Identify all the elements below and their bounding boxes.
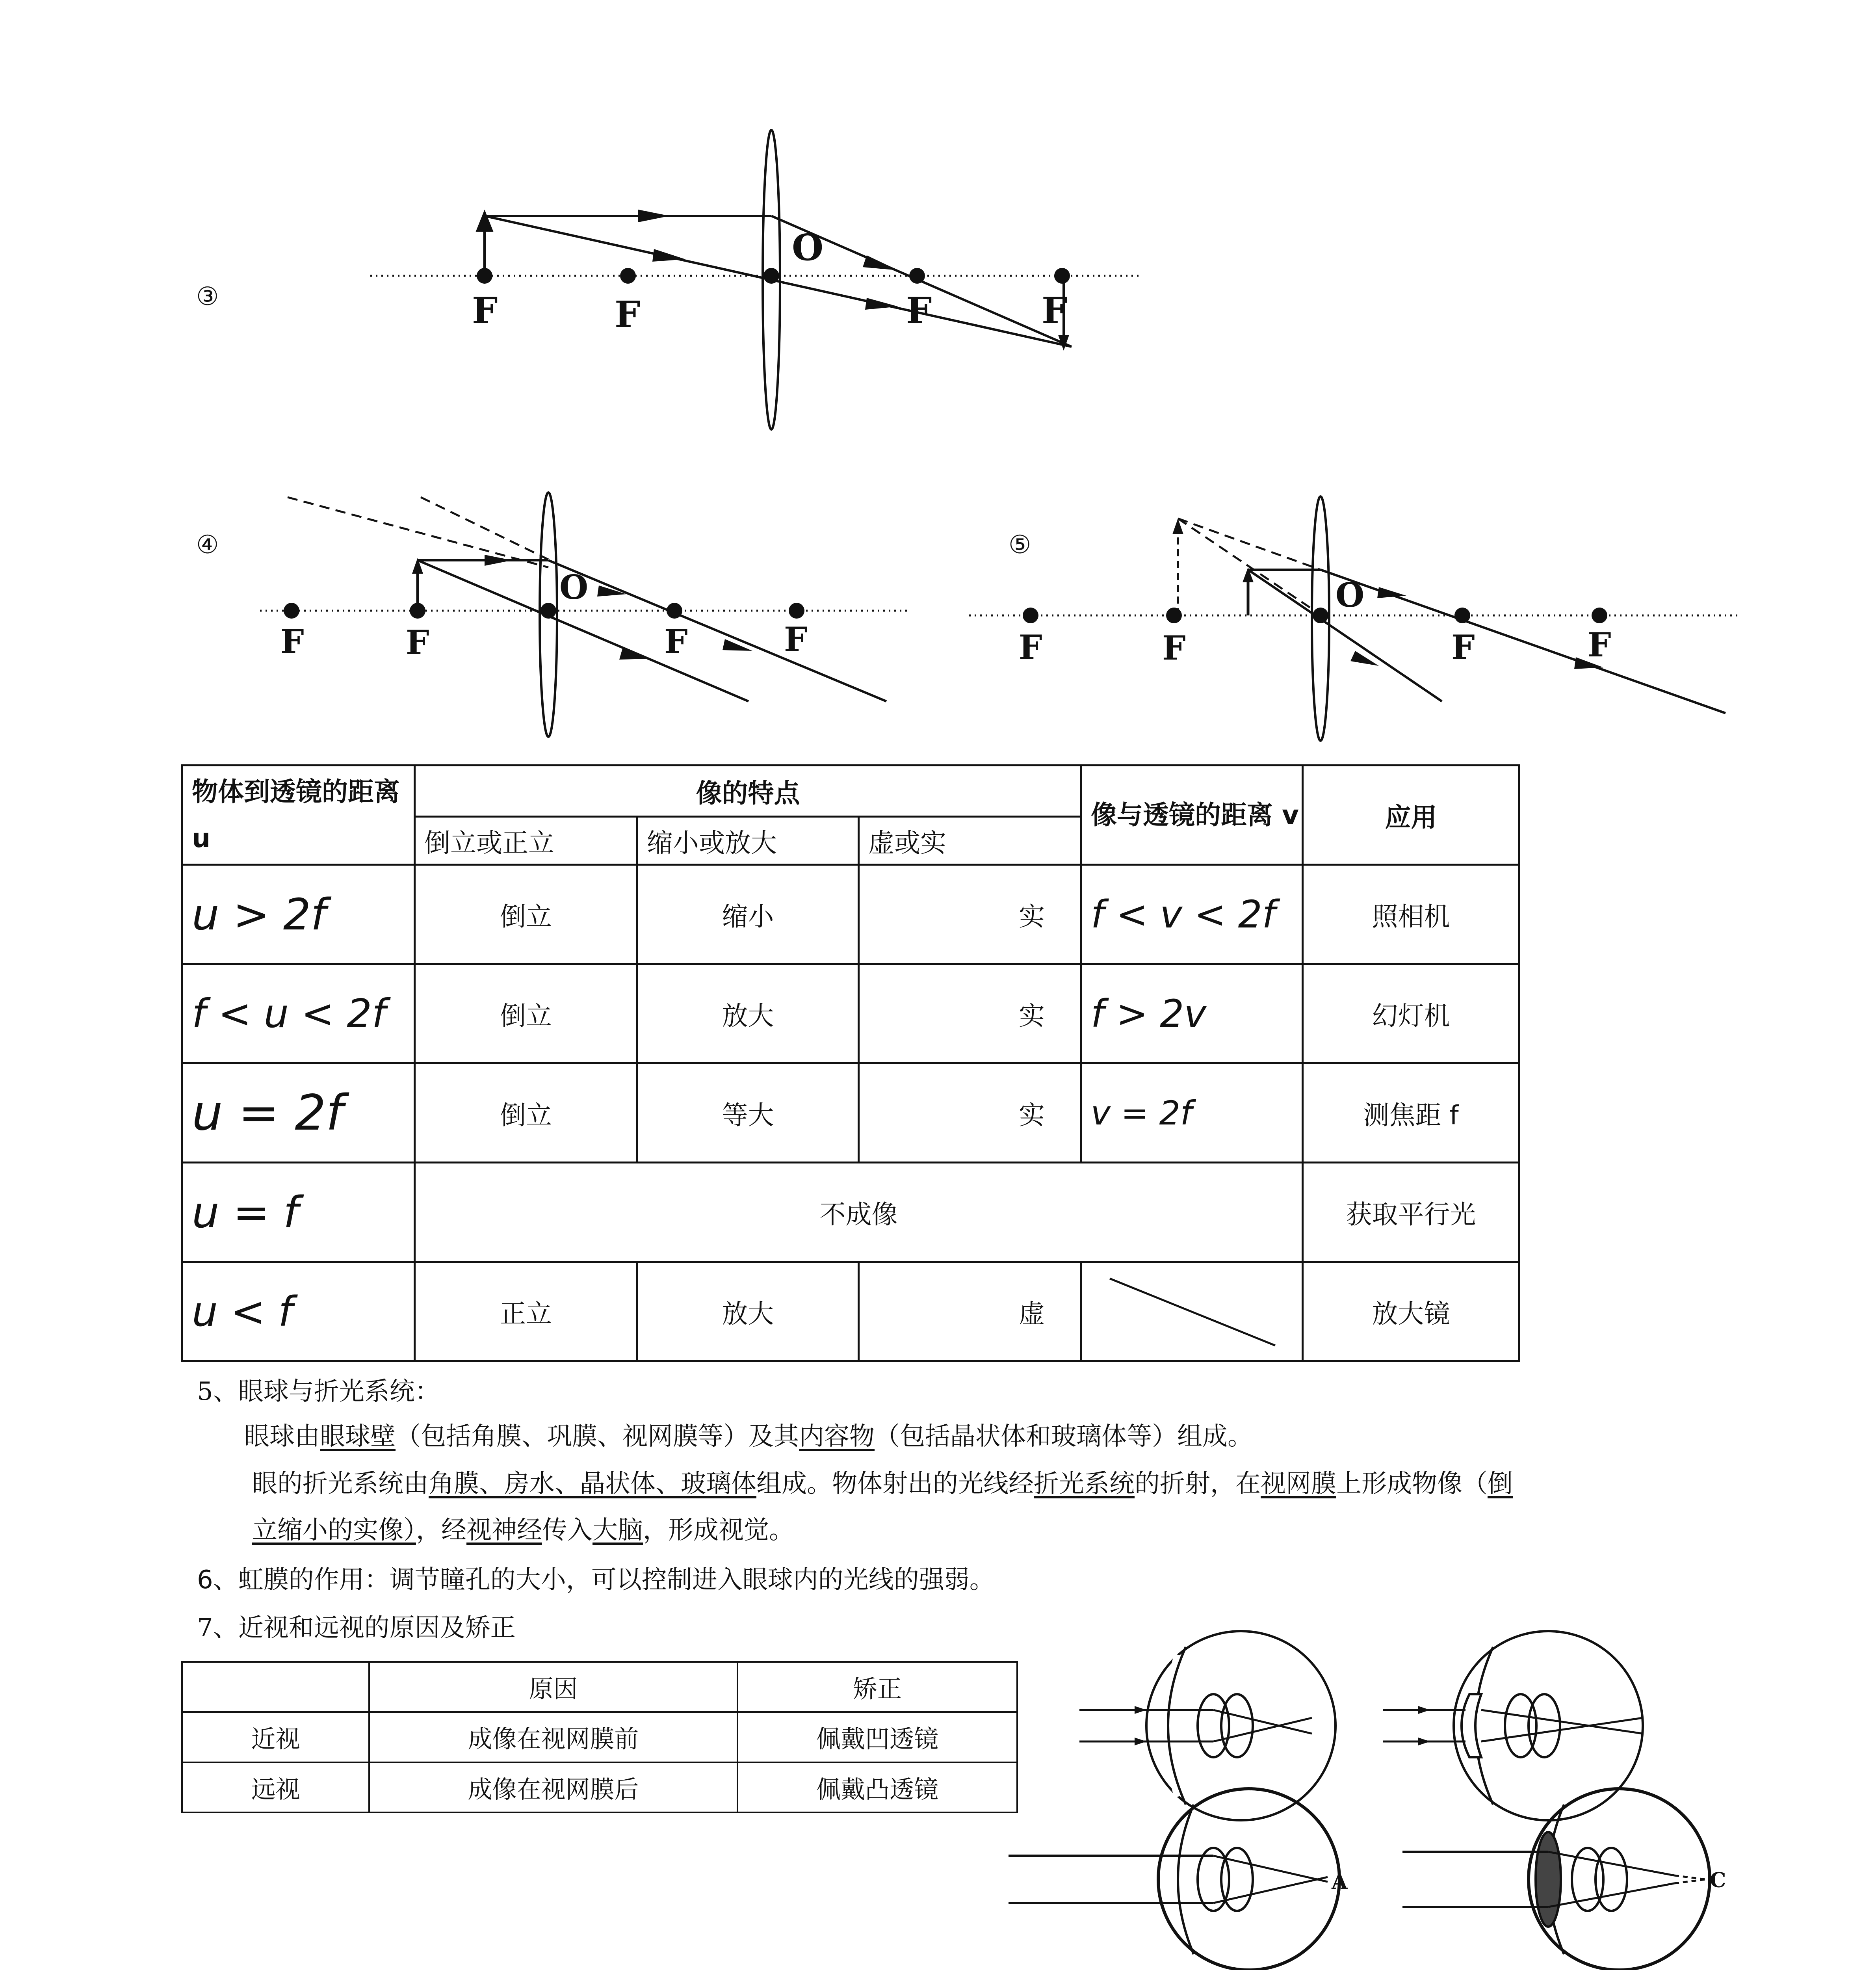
svg-text:F: F <box>906 289 932 332</box>
application-cell: 放大镜 <box>1303 1262 1519 1361</box>
diagram-3-marker: ③ <box>196 282 219 311</box>
section5-line1: 眼球由眼球壁（包括角膜、巩膜、视网膜等）及其内容物（包括晶状体和玻璃体等）组成。 <box>244 1422 1253 1451</box>
header-cause: 原因 <box>369 1662 737 1712</box>
svg-text:F: F <box>280 622 304 661</box>
svg-text:F: F <box>615 293 641 336</box>
size-cell: 等大 <box>637 1063 859 1163</box>
application-cell: 测焦距 f <box>1303 1063 1519 1163</box>
header-correction: 矫正 <box>737 1662 1017 1712</box>
application-cell: 获取平行光 <box>1303 1163 1519 1262</box>
hyperopia-corrected-eye-diagram <box>1402 1789 1726 1970</box>
header-image-distance-v: 像与透镜的距离 v <box>1081 766 1303 865</box>
svg-text:F: F <box>406 623 429 662</box>
svg-text:O: O <box>559 568 589 607</box>
section5-line2: 眼的折光系统由角膜、房水、晶状体、玻璃体组成。物体射出的光线经折光系统的折射，在视网膜上形成物像（倒 <box>252 1469 1513 1498</box>
header-distance-u: 物体到透镜的距离 u <box>182 766 415 865</box>
svg-text:A: A <box>1332 1870 1348 1894</box>
size-cell: 缩小 <box>637 865 859 964</box>
orientation-cell: 倒立 <box>415 1063 637 1163</box>
image-distance-cell: f > 2v <box>1081 964 1303 1063</box>
size-cell: 放大 <box>637 1262 859 1361</box>
header-type: 虚或实 <box>859 817 1081 865</box>
section6-line: 6、虹膜的作用：调节瞳孔的大小，可以控制进入眼球内的光线的强弱。 <box>197 1565 995 1595</box>
condition-cell: u > 2f <box>182 865 415 964</box>
type-cell: 实 <box>859 865 1081 964</box>
svg-text:F: F <box>1162 628 1186 667</box>
section5-line3: 立缩小的实像），经视神经传入大脑，形成视觉。 <box>252 1516 794 1545</box>
image-distance-cell: f < v < 2f <box>1081 865 1303 964</box>
svg-text:O: O <box>792 226 824 269</box>
type-cell: 虚 <box>859 1262 1081 1361</box>
header-orientation: 倒立或正立 <box>415 817 637 865</box>
diagram-5-marker: ⑤ <box>1009 530 1031 559</box>
header-image-features: 像的特点 <box>415 766 1081 817</box>
row-label-hyperopia: 远视 <box>182 1762 369 1812</box>
section7-heading: 7、近视和远视的原因及矫正 <box>197 1613 516 1643</box>
svg-text:F: F <box>1588 625 1611 664</box>
row-label-myopia: 近视 <box>182 1712 369 1762</box>
myopia-eye-diagram <box>1079 1631 1335 1820</box>
myopia-corrected-eye-diagram <box>1383 1631 1643 1820</box>
orientation-cell: 倒立 <box>415 964 637 1063</box>
image-distance-cell: v = 2f <box>1081 1063 1303 1163</box>
correction-cell: 佩戴凹透镜 <box>737 1712 1017 1762</box>
header-size: 缩小或放大 <box>637 817 859 865</box>
type-cell: 实 <box>859 964 1081 1063</box>
svg-text:F: F <box>472 289 498 332</box>
no-image-cell: 不成像 <box>415 1163 1303 1262</box>
svg-text:C: C <box>1710 1868 1726 1892</box>
concave-lens <box>1462 1694 1481 1757</box>
convex-lens <box>1536 1832 1561 1927</box>
application-cell: 幻灯机 <box>1303 964 1519 1063</box>
hyperopia-eye-diagram <box>1009 1789 1348 1970</box>
condition-cell: u < f <box>182 1262 415 1361</box>
size-cell: 放大 <box>637 964 859 1063</box>
cause-cell: 成像在视网膜前 <box>369 1712 737 1762</box>
svg-text:F: F <box>1451 628 1475 667</box>
diagram-4-marker: ④ <box>196 530 219 559</box>
svg-text:F: F <box>1019 628 1042 667</box>
svg-text:F: F <box>1042 289 1068 332</box>
application-cell: 照相机 <box>1303 865 1519 964</box>
section5-heading: 5、眼球与折光系统： <box>197 1377 440 1406</box>
condition-cell: f < u < 2f <box>182 964 415 1063</box>
correction-cell: 佩戴凸透镜 <box>737 1762 1017 1812</box>
type-cell: 实 <box>859 1063 1081 1163</box>
svg-text:F: F <box>664 622 688 661</box>
header-application: 应用 <box>1303 766 1519 865</box>
condition-cell: u = 2f <box>182 1063 415 1163</box>
orientation-cell: 倒立 <box>415 865 637 964</box>
condition-cell: u = f <box>182 1163 415 1262</box>
cause-cell: 成像在视网膜后 <box>369 1762 737 1812</box>
svg-text:O: O <box>1335 576 1365 615</box>
svg-text:F: F <box>784 620 808 659</box>
orientation-cell: 正立 <box>415 1262 637 1361</box>
